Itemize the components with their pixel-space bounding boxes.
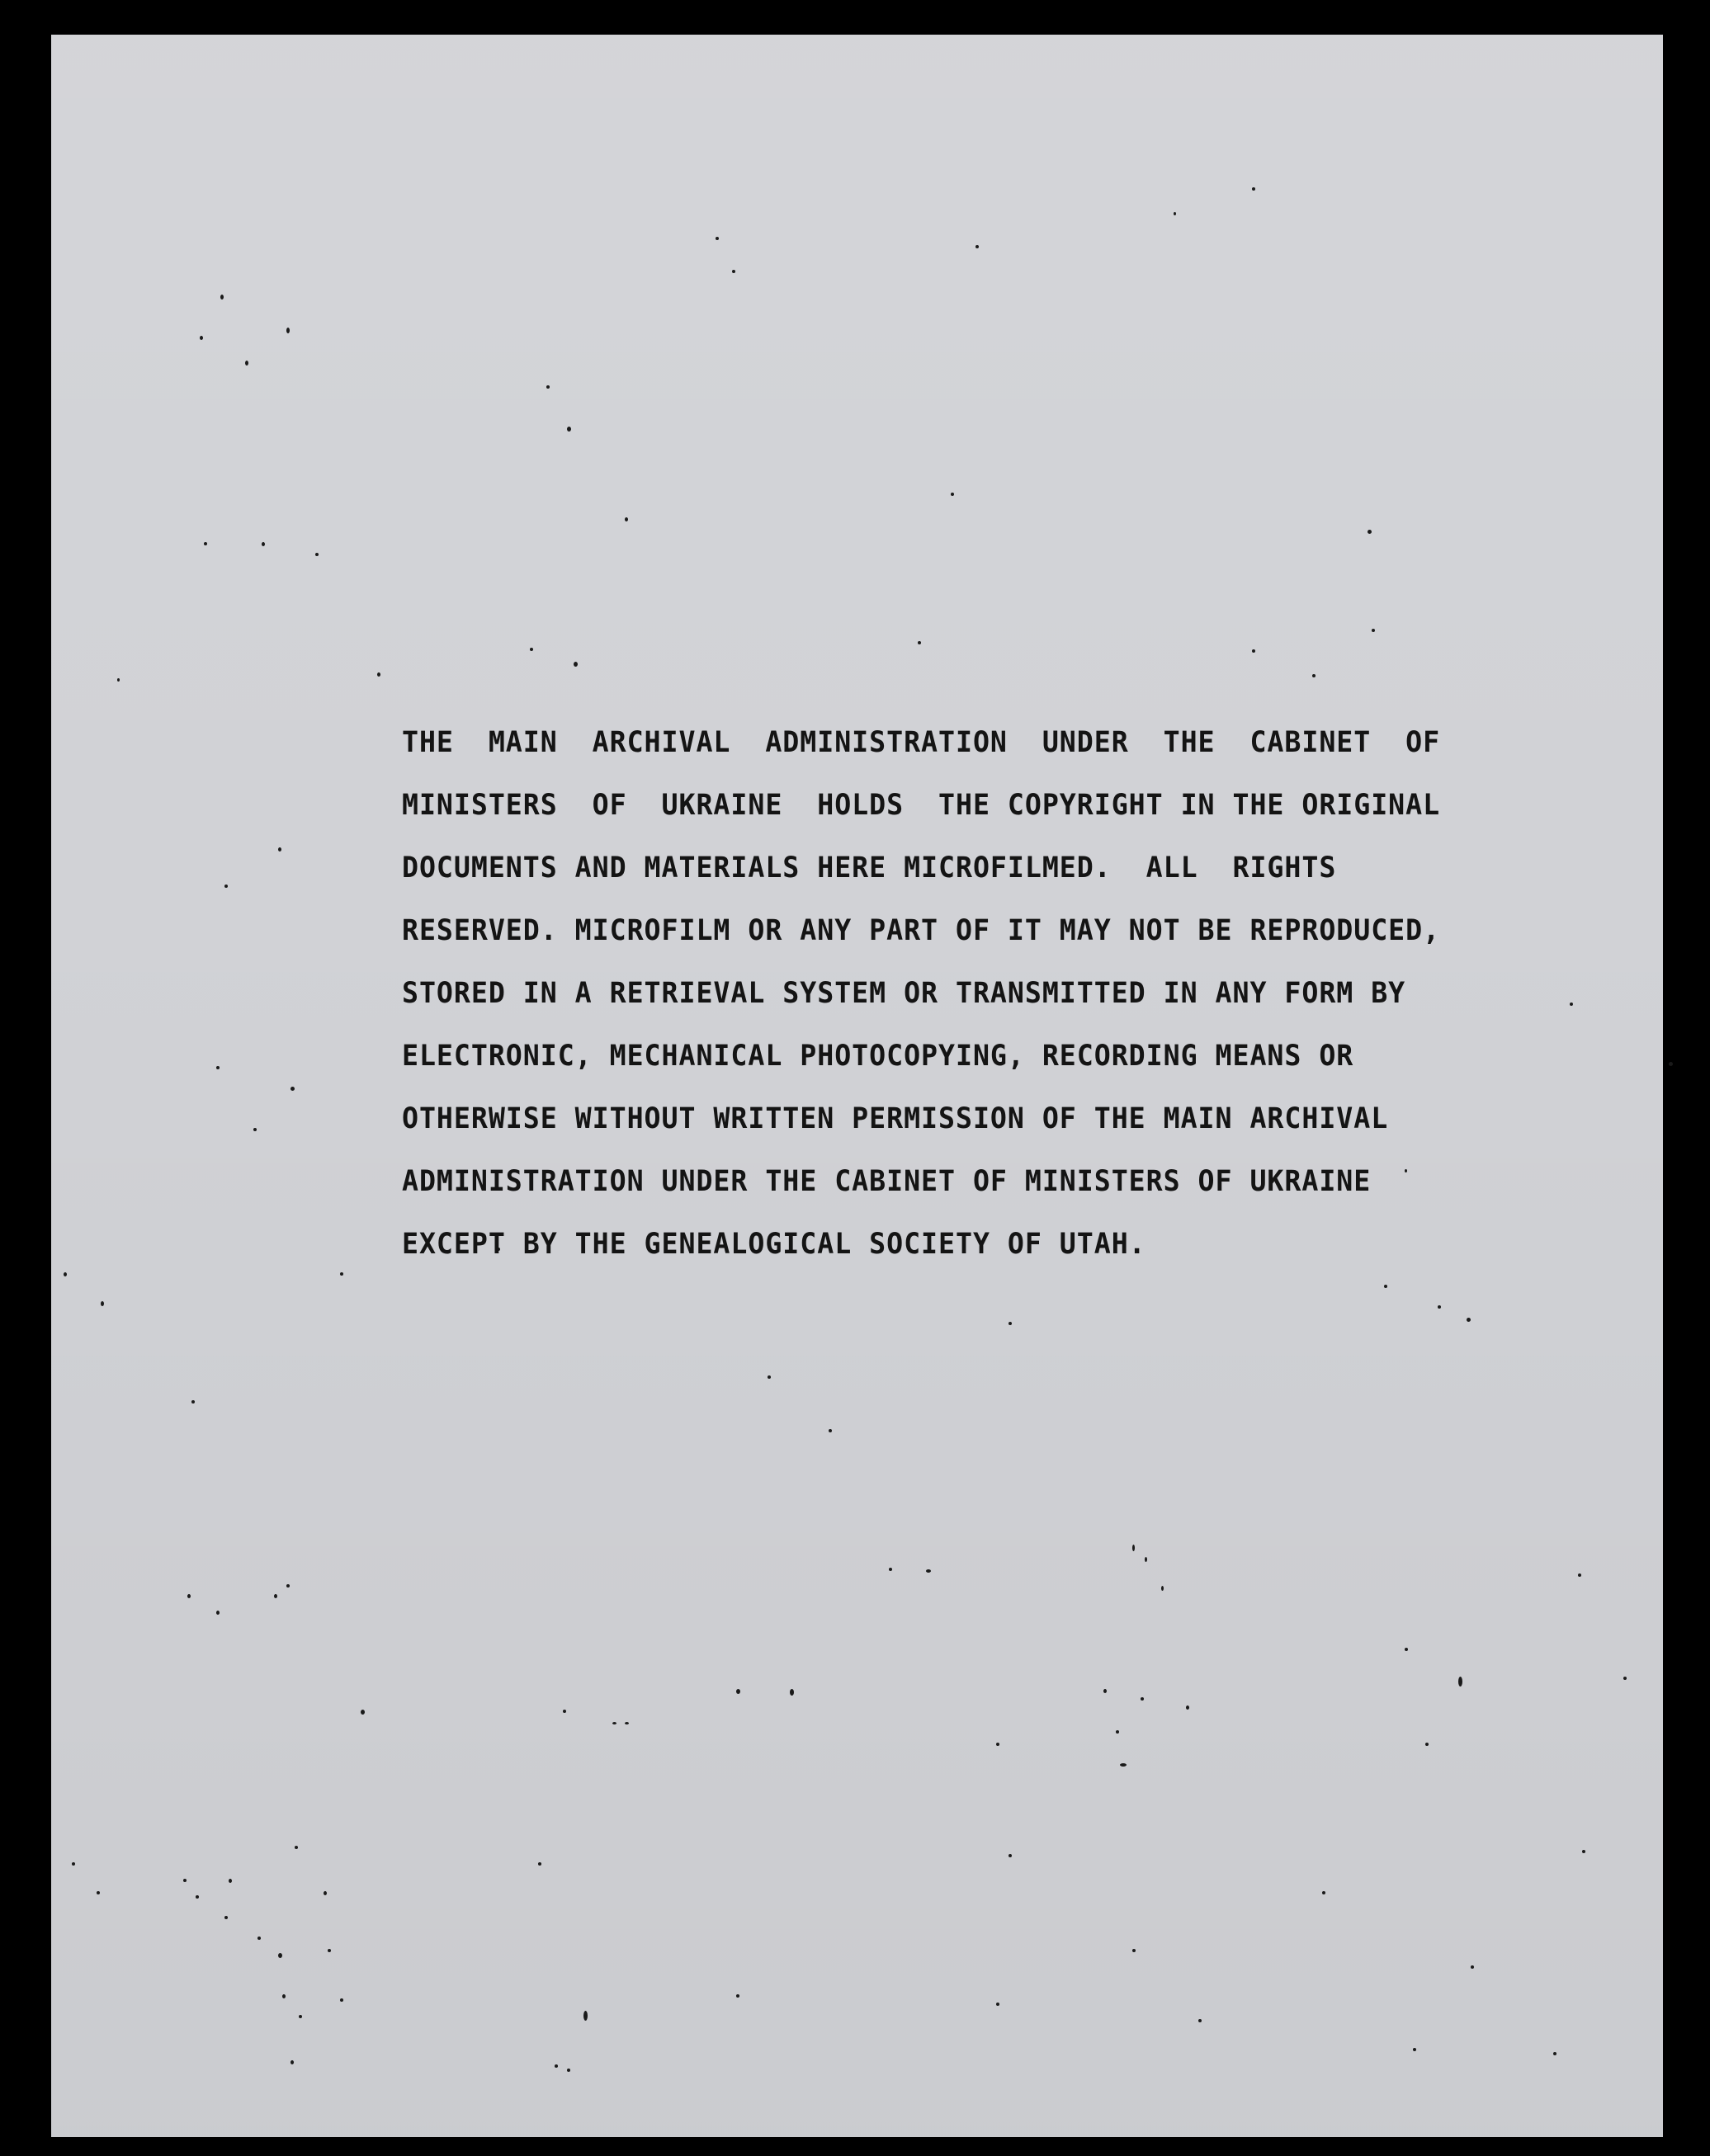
notice-line: DOCUMENTS AND MATERIALS HERE MICROFILMED. ALL RIGHTS: [402, 852, 1337, 885]
notice-line: RESERVED. MICROFILM OR ANY PART OF IT MAY NOT BE REPRODUCED,: [402, 914, 1441, 947]
copyright-notice: [402, 711, 1590, 1276]
notice-line: ELECTRONIC, MECHANICAL PHOTOCOPYING, RECORDING MEANS OR: [402, 1040, 1354, 1073]
notice-line: OTHERWISE WITHOUT WRITTEN PERMISSION OF THE MAIN ARCHIVAL: [402, 1102, 1389, 1135]
notice-line: THE MAIN ARCHIVAL ADMINISTRATION UNDER THE CABINET OF: [402, 726, 1441, 759]
notice-line: STORED IN A RETRIEVAL SYSTEM OR TRANSMITTED IN ANY FORM BY: [402, 977, 1406, 1010]
document-page: [51, 35, 1663, 2137]
notice-line: EXCEPT BY THE GENEALOGICAL SOCIETY OF UTAH.: [402, 1228, 1146, 1261]
notice-line: ADMINISTRATION UNDER THE CABINET OF MINISTERS OF UKRAINE: [402, 1165, 1372, 1198]
notice-line: MINISTERS OF UKRAINE HOLDS THE COPYRIGHT IN THE ORIGINAL: [402, 789, 1441, 822]
